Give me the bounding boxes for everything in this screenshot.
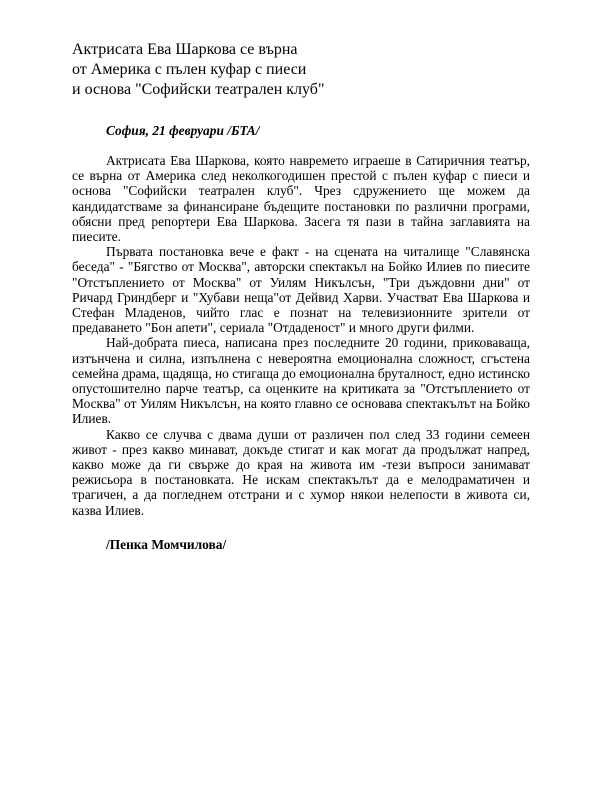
headline-line: Актрисата Ева Шаркова се върна xyxy=(72,41,298,58)
article-paragraph: Първата постановка вече е факт - на сцената на читалище "Славянска беседа" - "Бягство от Москва", авторски спектакъл на Бойко Илиев по пиесите "Отстъплението от Москва" от Уилям Никълсън, "Три дъждовни дни" от Ричард Гриндберг и "Хубави неща"от Дейвид Харви. Участват Ева Шаркова и Стефан Младенов, чийто глас е познат на телевизионните зрители от предаването "Бон апети", сериала "Отдаденост" и много други филми. xyxy=(72,244,530,336)
article-body xyxy=(72,153,530,518)
headline-line: от Америка с пълен куфар с пиеси xyxy=(72,61,307,78)
article-paragraph: Най-добрата пиеса, написана през последните 20 години, приковаваща, изтънчена и силна, изпълнена с невероятна емоционална сложност, сгъстена семейна драма, щадяща, но стигаща до емоционална бруталност, едно истинско опустошително парче театър, са оценките на критиката за "Отстъплението от Москва" от Уилям Никълсън, на която главно се основава спектакълът на Бойко Илиев. xyxy=(72,335,530,427)
article-paragraph: Какво се случва с двама души от различен пол след 33 години семеен живот - през какво минават, докъде стигат и как могат да продължат напред, какво може да ги свърже до края на живота им -тези въпроси занимават режисьора в постановката. Не искам спектакълът да е мелодраматичен и трагичен, а да погледнем отстрани и с хумор някои нелепости в живота си, казва Илиев. xyxy=(72,426,530,518)
article-author: /Пенка Момчилова/ xyxy=(106,537,227,552)
article-paragraph: Актрисата Ева Шаркова, която навремето играеше в Сатиричния театър, се върна от Америка след неколкогодишен престой с пълен куфар с пиеси и основа "Софийски театрален клуб". Чрез сдружението ще можем да кандидатстваме за финансиране бъдещите постановки по различни програми, обясни пред репортери Ева Шаркова. Засега тя пази в тайна заглавията на пиесите. xyxy=(72,153,530,245)
article-dateline: София, 21 февруари /БТА/ xyxy=(106,123,260,138)
article-headline xyxy=(72,40,542,100)
headline-line: и основа "Софийски театрален клуб" xyxy=(72,81,325,98)
